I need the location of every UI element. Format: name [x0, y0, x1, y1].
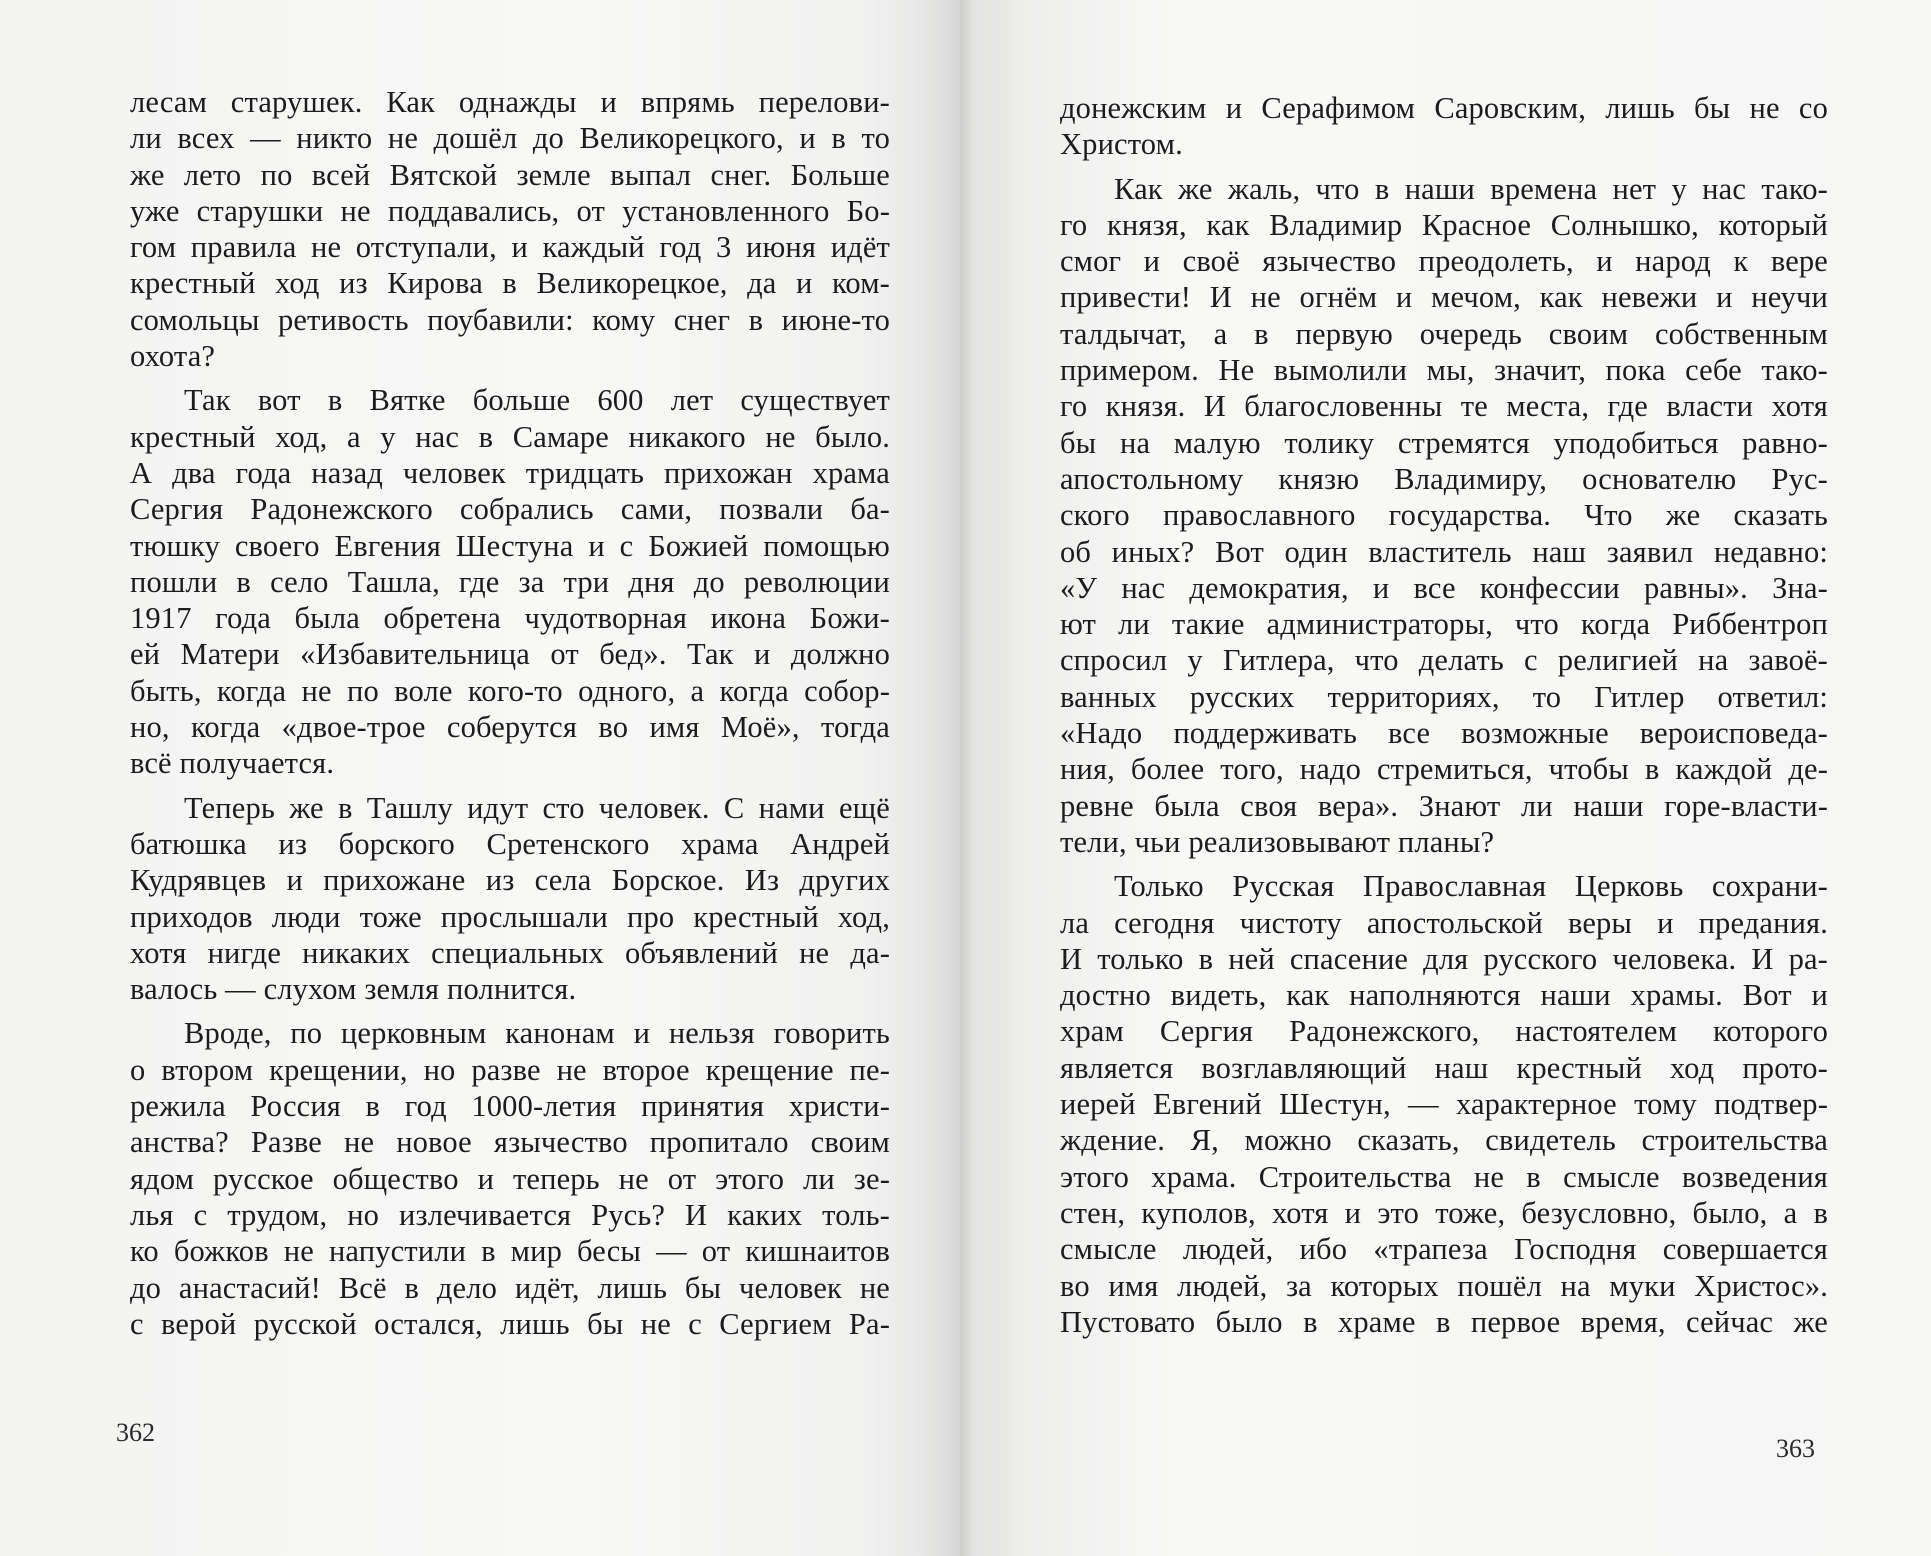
paragraph — [130, 382, 890, 781]
text-line: гом правила не отступали, и каждый год 3 июня идёт — [130, 230, 890, 265]
text-line: го князя, как Владимир Красное Солнышко, который — [1060, 207, 1828, 242]
text-line: приходов люди тоже прослышали про крестный ход, — [130, 899, 890, 934]
text-line: Христом. — [1060, 127, 1183, 162]
text-line: анства? Разве не новое язычество пропитало своим — [130, 1125, 890, 1160]
text-line: но, когда «двое-трое соберутся во имя Моё», тогда — [130, 710, 890, 745]
text-line: ского православного государства. Что же сказать — [1060, 498, 1828, 533]
text-line: Пустовато было в храме в первое время, сейчас же — [1060, 1304, 1828, 1339]
text-line: го князя. И благословенны те места, где власти хотя — [1060, 389, 1828, 424]
text-line: «Надо поддерживать все возможные вероисповеда- — [1060, 716, 1828, 751]
text-line: привести! И не огнём и мечом, как невежи и неучи — [1060, 280, 1828, 315]
text-line: пошли в село Ташла, где за три дня до революции — [130, 564, 890, 599]
left-page-number: 362 — [116, 1418, 155, 1447]
text-line: быть, когда не по воле кого-то одного, а когда собор- — [130, 673, 890, 708]
text-line: храм Сергия Радонежского, настоятелем которого — [1060, 1014, 1828, 1049]
text-line: смысле людей, ибо «трапеза Господня совершается — [1060, 1232, 1828, 1267]
right-page-number: 363 — [1776, 1434, 1815, 1463]
text-line: ния, более того, надо стремиться, чтобы в каждой де- — [1060, 752, 1828, 787]
text-line: ревне была своя вера». Знают ли наши горе-власти- — [1060, 788, 1828, 823]
text-line: Кудрявцев и прихожане из села Борское. Из других — [130, 863, 890, 898]
text-line: всё получается. — [130, 746, 335, 781]
text-line: Только Русская Православная Церковь сохрани- — [1114, 869, 1828, 904]
paragraph — [1060, 171, 1828, 861]
text-line: является возглавляющий наш крестный ход прото- — [1060, 1050, 1828, 1085]
text-line: донежским и Серафимом Саровским, лишь бы не со — [1060, 91, 1828, 125]
paragraph — [1060, 868, 1828, 1340]
paragraph — [130, 790, 890, 1008]
text-line: примером. Не вымолили мы, значит, пока себе тако- — [1060, 353, 1828, 388]
text-line: Вроде, по церковным канонам и нельзя говорить — [184, 1016, 890, 1051]
text-line: до анастасий! Всё в дело идёт, лишь бы человек не — [130, 1270, 890, 1305]
paragraph-gap — [130, 374, 890, 382]
text-line: о втором крещении, но разве не второе крещение пе- — [130, 1052, 890, 1087]
text-line: же лето по всей Вятской земле выпал снег. Больше — [130, 157, 890, 192]
text-line: Теперь же в Ташлу идут сто человек. С нами ещё — [184, 790, 890, 825]
text-line: А два года назад человек тридцать прихожан храма — [130, 455, 890, 490]
text-line: охота? — [130, 339, 216, 374]
text-line: 1917 года была обретена чудотворная икона Божи- — [130, 601, 890, 636]
right-page-text — [1060, 90, 1828, 1340]
paragraph — [1060, 90, 1828, 163]
paragraph-gap — [130, 782, 890, 790]
text-line: лесам старушек. Как однажды и впрямь перелови- — [130, 85, 890, 119]
text-line: тели, чьи реализовывают планы? — [1060, 824, 1495, 859]
paragraph-gap — [1060, 860, 1828, 868]
text-line: ют ли такие администраторы, что когда Риббентроп — [1060, 607, 1828, 642]
text-line: батюшка из борского Сретенского храма Андрей — [130, 826, 890, 861]
right-page — [960, 0, 1931, 1556]
text-line: хотя нигде никаких специальных объявлений не да- — [130, 935, 890, 970]
paragraph-gap — [1060, 163, 1828, 171]
text-line: ла сегодня чистоту апостольской веры и предания. — [1060, 905, 1828, 940]
text-line: достно видеть, как наполняются наши храмы. Вот и — [1060, 978, 1828, 1013]
text-line: этого храма. Строительства не в смысле возведения — [1060, 1159, 1828, 1194]
left-page-text — [130, 84, 890, 1342]
text-line: с верой русской остался, лишь бы не с Сергием Ра- — [130, 1306, 890, 1341]
text-line: сомольцы ретивость поубавили: кому снег в июне-то — [130, 302, 890, 337]
text-line: крестный ход из Кирова в Великорецкое, да и ком- — [130, 266, 890, 301]
text-line: стен, куполов, хотя и это тоже, безусловно, было, а в — [1060, 1195, 1828, 1230]
text-line: об иных? Вот один властитель наш заявил недавно: — [1060, 534, 1828, 569]
text-line: спросил у Гитлера, что делать с религией на завоё- — [1060, 643, 1828, 678]
text-line: смог и своё язычество преодолеть, и народ к вере — [1060, 244, 1828, 279]
text-line: Как же жаль, что в наши времена нет у нас тако- — [1114, 171, 1828, 206]
text-line: лья с трудом, но излечивается Русь? И каких толь- — [130, 1197, 890, 1232]
text-line: иерей Евгений Шестун, — характерное тому подтвер- — [1060, 1087, 1828, 1122]
text-line: талдычат, а в первую очередь своим собственным — [1060, 316, 1828, 351]
text-line: И только в ней спасение для русского человека. И ра- — [1060, 941, 1828, 976]
paragraph — [130, 1015, 890, 1342]
text-line: «У нас демократия, и все конфессии равны». Зна- — [1060, 570, 1828, 605]
text-line: уже старушки не поддавались, от установленного Бо- — [130, 193, 890, 228]
text-line: ванных русских территориях, то Гитлер ответил: — [1060, 679, 1828, 714]
text-line: Так вот в Вятке больше 600 лет существует — [184, 383, 890, 418]
text-line: режила Россия в год 1000-летия принятия христи- — [130, 1089, 890, 1124]
text-line: тюшку своего Евгения Шестуна и с Божией помощью — [130, 528, 890, 563]
paragraph — [130, 84, 890, 374]
text-line: апостольному князю Владимиру, основателю Рус- — [1060, 461, 1828, 496]
text-line: ждение. Я, можно сказать, свидетель строительства — [1060, 1123, 1828, 1158]
text-line: ядом русское общество и теперь не от этого ли зе- — [130, 1161, 890, 1196]
text-line: валось — слухом земля полнится. — [130, 972, 577, 1007]
paragraph-gap — [130, 1007, 890, 1015]
text-line: Сергия Радонежского собрались сами, позвали ба- — [130, 492, 890, 527]
text-line: ли всех — никто не дошёл до Великорецкого, и в то — [130, 121, 890, 156]
text-line: ко божков не напустили в мир бесы — от кишнаитов — [130, 1234, 890, 1269]
left-page — [0, 0, 960, 1556]
text-line: крестный ход, а у нас в Самаре никакого не было. — [130, 419, 890, 454]
text-line: ей Матери «Избавительница от бед». Так и должно — [130, 637, 890, 672]
text-line: во имя людей, за которых пошёл на муки Христос». — [1060, 1268, 1828, 1303]
text-line: бы на малую толику стремятся уподобиться равно- — [1060, 425, 1828, 460]
